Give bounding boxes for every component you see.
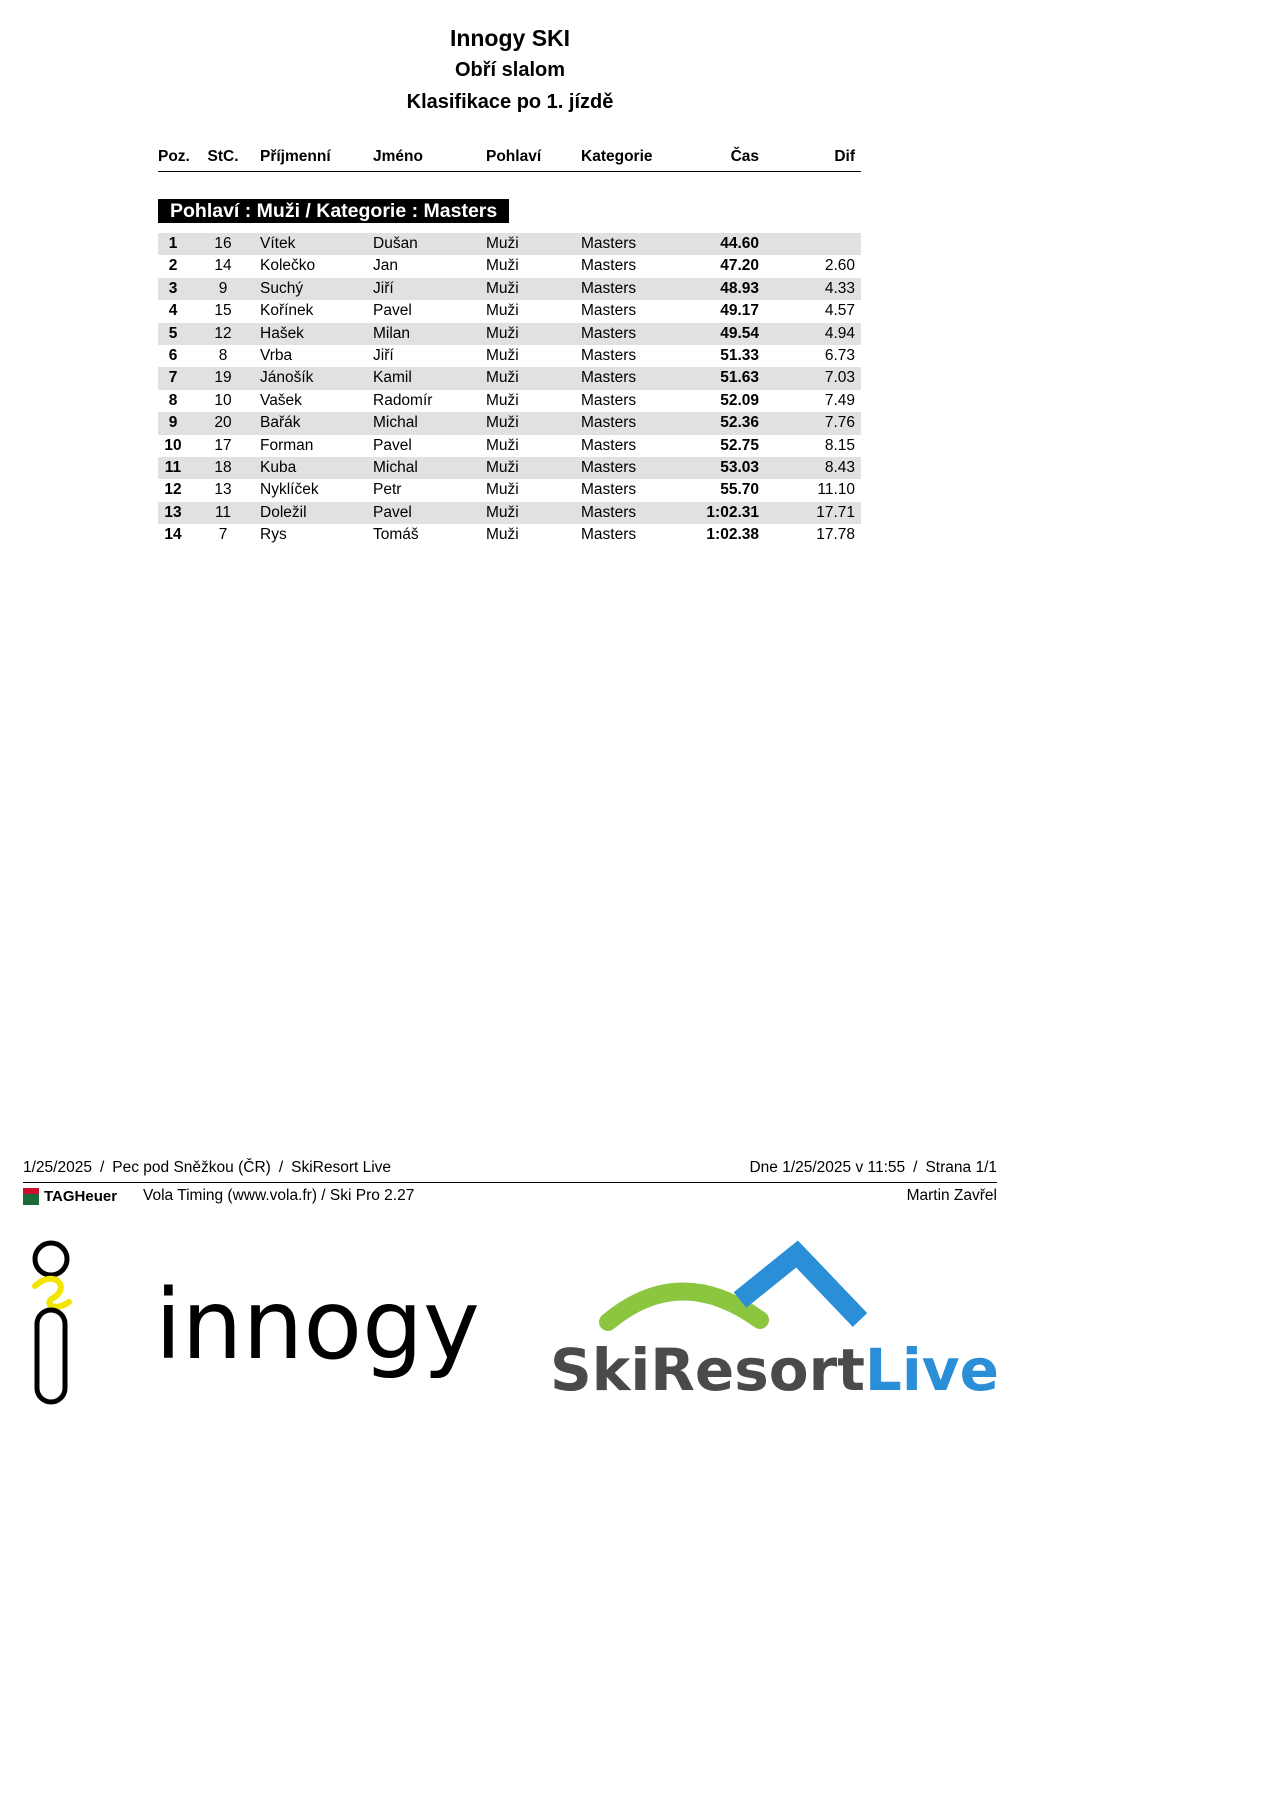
cell-time: 52.75: [720, 436, 759, 454]
col-header-stc: StC.: [207, 148, 239, 165]
cell-time: 55.70: [720, 481, 759, 499]
cell-dif: 7.03: [824, 369, 855, 387]
table-row: [158, 367, 861, 389]
cell-time: 44.60: [720, 235, 759, 252]
footer-line-1: [23, 1156, 997, 1183]
tag-heuer-wordmark: TAGHeuer: [44, 1188, 118, 1205]
cell-sex: Muži: [486, 257, 519, 275]
cell-category: Masters: [581, 324, 637, 342]
table-row: [158, 524, 861, 546]
cell-surname: Vašek: [260, 391, 302, 409]
skiresort-wordmark: [550, 1336, 999, 1404]
cell-stc: 20: [214, 414, 232, 432]
table-row: [158, 278, 861, 300]
cell-category: Masters: [581, 235, 637, 252]
cell-name: Jiří: [373, 346, 394, 364]
cell-surname: Bařák: [260, 414, 301, 432]
cell-surname: Forman: [260, 436, 314, 454]
cell-stc: 9: [218, 279, 228, 297]
cell-poz: 8: [168, 391, 178, 409]
cell-dif: 4.57: [824, 302, 855, 320]
col-header-name: Jméno: [373, 148, 423, 165]
cell-time: 53.03: [720, 458, 759, 476]
cell-poz: 12: [164, 481, 182, 499]
footer-date: 1/25/2025: [23, 1159, 92, 1176]
table-row: [158, 300, 861, 322]
cell-name: Pavel: [373, 503, 412, 521]
table-row: [158, 390, 861, 412]
col-header-dif: Dif: [834, 148, 855, 165]
table-row: [158, 457, 861, 479]
cell-surname: Kořínek: [260, 302, 314, 320]
cell-poz: 6: [168, 346, 178, 364]
cell-surname: Kuba: [260, 458, 297, 476]
cell-category: Masters: [581, 414, 637, 432]
footer-referee: Martin Zavřel: [906, 1187, 997, 1204]
event-title: Innogy SKI: [449, 25, 571, 51]
cell-surname: Hašek: [260, 324, 304, 342]
cell-stc: 12: [214, 324, 232, 342]
col-header-poz: Poz.: [158, 148, 190, 165]
footer-print-info: [749, 1159, 997, 1177]
cell-stc: 7: [218, 526, 228, 544]
cell-surname: Suchý: [260, 279, 304, 297]
cell-time: 49.54: [720, 324, 759, 342]
table-row: [158, 412, 861, 434]
cell-name: Michal: [373, 458, 418, 476]
cell-dif: 7.76: [824, 414, 855, 432]
cell-surname: Rys: [260, 526, 287, 544]
group-label: Pohlaví : Muži / Kategorie : Masters: [158, 199, 509, 223]
cell-stc: 14: [214, 257, 232, 275]
cell-dif: 4.33: [824, 279, 855, 297]
innogy-logo: [25, 1238, 495, 1408]
cell-name: Jan: [373, 257, 398, 275]
cell-surname: Vítek: [260, 235, 296, 252]
cell-time: 51.63: [720, 369, 759, 387]
cell-poz: 1: [168, 235, 178, 252]
cell-category: Masters: [581, 391, 637, 409]
cell-stc: 11: [214, 503, 232, 521]
innogy-swirl-icon: [35, 1279, 69, 1307]
cell-poz: 2: [168, 257, 178, 275]
cell-stc: 8: [218, 346, 228, 364]
col-header-category: Kategorie: [581, 148, 653, 165]
cell-category: Masters: [581, 279, 637, 297]
cell-name: Milan: [373, 324, 411, 342]
cell-time: 1:02.31: [706, 503, 759, 521]
innogy-wordmark: innogy: [155, 1269, 480, 1381]
cell-poz: 14: [164, 526, 182, 544]
table-row: [158, 233, 861, 255]
cell-category: Masters: [581, 503, 637, 521]
cell-category: Masters: [581, 302, 637, 320]
cell-time: 1:02.38: [706, 526, 759, 544]
cell-poz: 3: [168, 279, 178, 297]
cell-category: Masters: [581, 526, 637, 544]
table-row: [158, 502, 861, 524]
cell-stc: 15: [214, 302, 232, 320]
cell-poz: 13: [164, 503, 182, 521]
cell-poz: 11: [164, 458, 182, 476]
cell-sex: Muži: [486, 436, 519, 454]
table-row: [158, 255, 861, 277]
cell-dif: 4.94: [824, 324, 855, 342]
cell-surname: Nyklíček: [260, 481, 319, 499]
cell-sex: Muži: [486, 235, 519, 252]
cell-poz: 4: [168, 302, 178, 320]
footer-line-2: [23, 1183, 997, 1209]
cell-sex: Muži: [486, 503, 519, 521]
cell-category: Masters: [581, 346, 637, 364]
cell-stc: 17: [214, 436, 232, 454]
cell-time: 52.09: [720, 391, 759, 409]
cell-name: Petr: [373, 481, 402, 499]
cell-poz: 7: [168, 369, 178, 387]
page-footer: [23, 1156, 997, 1209]
footer-timing: Vola Timing (www.vola.fr) / Ski Pro 2.27: [143, 1187, 415, 1204]
col-header-surname: Příjmenní: [260, 148, 331, 165]
skiresort-word-main: SkiResort: [550, 1336, 865, 1404]
cell-category: Masters: [581, 458, 637, 476]
footer-organizer: SkiResort Live: [291, 1159, 392, 1176]
cell-name: Tomáš: [373, 526, 419, 544]
cell-surname: Jánošík: [260, 369, 314, 387]
classification-title: Klasifikace po 1. jízdě: [406, 91, 614, 113]
col-header-time: Čas: [730, 148, 759, 165]
table-row: [158, 435, 861, 457]
skiresort-live-logo: [550, 1242, 999, 1404]
tag-heuer-logo: [23, 1185, 139, 1207]
cell-sex: Muži: [486, 481, 519, 499]
footer-separator: /: [99, 1159, 105, 1176]
cell-stc: 13: [214, 481, 232, 499]
cell-name: Pavel: [373, 436, 412, 454]
cell-name: Jiří: [373, 279, 394, 297]
cell-sex: Muži: [486, 369, 519, 387]
cell-surname: Kolečko: [260, 257, 316, 275]
cell-category: Masters: [581, 436, 637, 454]
cell-category: Masters: [581, 257, 637, 275]
cell-sex: Muži: [486, 526, 519, 544]
cell-dif: 11.10: [817, 481, 855, 499]
cell-sex: Muži: [486, 414, 519, 432]
footer-event-info: [23, 1159, 391, 1177]
cell-sex: Muži: [486, 302, 519, 320]
cell-dif: 7.49: [824, 391, 855, 409]
cell-dif: 2.60: [824, 257, 855, 275]
cell-sex: Muži: [486, 279, 519, 297]
cell-stc: 16: [214, 235, 232, 252]
cell-stc: 18: [214, 458, 232, 476]
cell-name: Radomír: [373, 391, 433, 409]
footer-page: Strana 1/1: [925, 1159, 997, 1176]
cell-name: Michal: [373, 414, 418, 432]
cell-name: Dušan: [373, 235, 418, 252]
cell-category: Masters: [581, 369, 637, 387]
cell-poz: 10: [164, 436, 182, 454]
cell-stc: 19: [214, 369, 232, 387]
cell-time: 48.93: [720, 279, 759, 297]
report-title-block: [0, 22, 1020, 118]
innogy-bar-icon: [37, 1310, 65, 1402]
cell-name: Pavel: [373, 302, 412, 320]
table-row: [158, 479, 861, 501]
cell-surname: Vrba: [260, 346, 293, 364]
cell-poz: 9: [168, 414, 178, 432]
footer-separator: /: [278, 1159, 284, 1176]
cell-dif: 8.43: [824, 458, 855, 476]
results-table: [158, 145, 861, 546]
cell-dif: 6.73: [824, 346, 855, 364]
cell-sex: Muži: [486, 324, 519, 342]
cell-name: Kamil: [373, 369, 412, 387]
table-row: [158, 323, 861, 345]
results-header-row: [158, 145, 861, 172]
skiresort-word-accent: Live: [864, 1336, 999, 1404]
col-header-sex: Pohlaví: [486, 148, 542, 165]
cell-poz: 5: [168, 324, 178, 342]
footer-printed: Dne 1/25/2025 v 11:55: [749, 1159, 906, 1176]
discipline-title: Obří slalom: [454, 59, 566, 81]
cell-time: 49.17: [720, 302, 759, 320]
tag-heuer-shield-band: [23, 1188, 39, 1194]
cell-sex: Muži: [486, 346, 519, 364]
cell-sex: Muži: [486, 458, 519, 476]
cell-time: 52.36: [720, 414, 759, 432]
cell-surname: Doležil: [260, 503, 307, 521]
cell-time: 51.33: [720, 346, 759, 364]
cell-dif: 17.78: [816, 526, 855, 544]
cell-sex: Muži: [486, 391, 519, 409]
footer-location: Pec pod Sněžkou (ČR): [112, 1159, 271, 1176]
results-rows: [158, 233, 861, 546]
cell-dif: 17.71: [816, 503, 855, 521]
innogy-dot-icon: [35, 1243, 67, 1275]
footer-separator: /: [913, 1159, 918, 1176]
table-row: [158, 345, 861, 367]
cell-time: 47.20: [720, 257, 759, 275]
cell-dif: 8.15: [824, 436, 855, 454]
cell-stc: 10: [214, 391, 232, 409]
cell-category: Masters: [581, 481, 637, 499]
